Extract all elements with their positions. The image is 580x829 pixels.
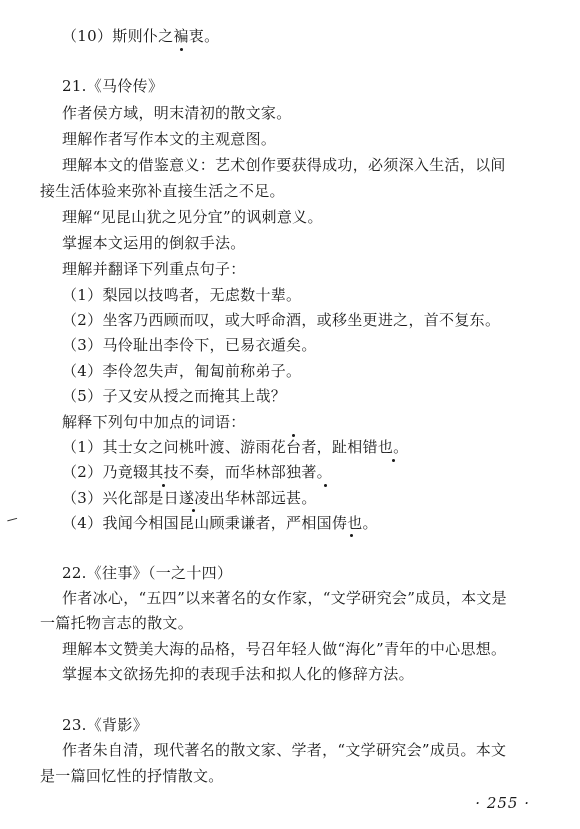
list-item: （4）李伶忽失声，匍匐前称弟子。 (62, 362, 302, 380)
list-item: （2）坐客乃西顾而叹，或大呼命酒，或移坐更进之，首不复东。 (62, 311, 501, 329)
paragraph: 掌握本文运用的倒叙手法。 (62, 234, 246, 252)
paragraph: 解释下列句中加点的词语： (62, 413, 246, 431)
section-heading: 21.《马伶传》 (62, 77, 164, 95)
emphasis-dot (324, 484, 327, 487)
list-item: （3）兴化部是日遂凌出华林部远甚。 (62, 489, 317, 507)
emphasis-dot (292, 434, 295, 437)
emphasis-dot (192, 509, 195, 512)
paragraph: 理解并翻译下列重点句子： (62, 260, 246, 278)
list-item: （4）我闻今相国昆山顾秉谦者，严相国俦也。 (62, 514, 378, 532)
list-item: （2）乃竟辍其技不奏，而华林部独著。 (62, 463, 332, 481)
list-item: （10）斯则仆之褊衷。 (62, 27, 220, 45)
paragraph: 一篇托物言志的散文。 (40, 614, 194, 632)
section-heading: 22.《往事》（一之十四） (62, 564, 233, 582)
paragraph: 接生活体验来弥补直接生活之不足。 (40, 182, 285, 200)
paragraph: 作者朱自清，现代著名的散文家、学者，“文学研究会”成员。本文 (62, 741, 507, 759)
list-item: （1）梨园以技鸣者，无虑数十辈。 (62, 286, 302, 304)
emphasis-dot (162, 484, 165, 487)
list-item: （5）子又安从授之而掩其上哉？ (62, 387, 287, 405)
list-item: （1）其士女之问桃叶渡、游雨花台者，趾相错也。 (62, 438, 409, 456)
paragraph: 理解“见昆山犹之见分宜”的讽刺意义。 (62, 208, 323, 226)
paragraph: 理解本文赞美大海的品格，号召年轻人做“海化”青年的中心思想。 (62, 640, 507, 658)
emphasis-dot (350, 534, 353, 537)
list-item: （3）马伶耻出李伶下，已易衣遁矣。 (62, 336, 317, 354)
emphasis-dot (392, 459, 395, 462)
paragraph: 作者侯方域，明末清初的散文家。 (62, 104, 292, 122)
emphasis-dot (180, 48, 183, 51)
paragraph: 掌握本文欲扬先抑的表现手法和拟人化的修辞方法。 (62, 665, 414, 683)
paragraph: 是一篇回忆性的抒情散文。 (40, 767, 224, 785)
paragraph: 作者冰心，“五四”以来著名的女作家，“文学研究会”成员，本文是 (62, 589, 507, 607)
page-number: · 255 · (475, 794, 530, 812)
paragraph: 理解本文的借鉴意义：艺术创作要获得成功，必须深入生活，以间 (62, 156, 506, 174)
margin-mark (7, 518, 18, 527)
section-heading: 23.《背影》 (62, 716, 148, 734)
paragraph: 理解作者写作本文的主观意图。 (62, 130, 277, 148)
